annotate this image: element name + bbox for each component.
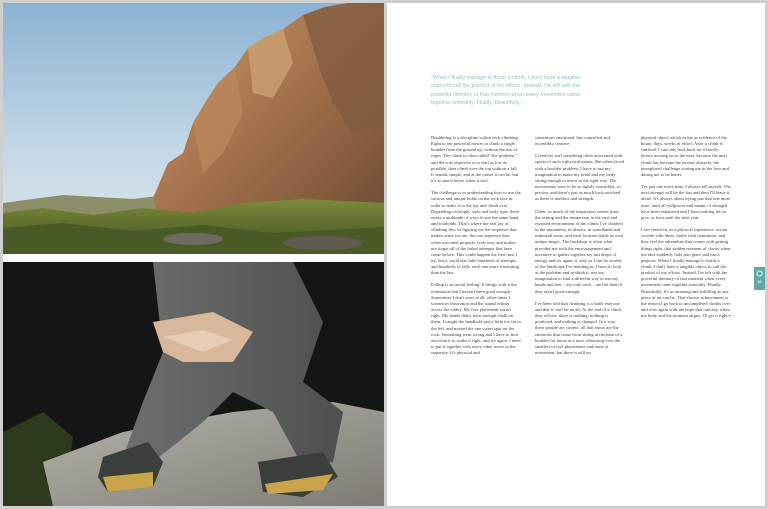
left-page: [3, 3, 384, 506]
paragraph: I've been told that climbing is a futile exercise and that it can't be an art. At the end of a climb, they tell me, there is nothing: nothing is produced, and nothing is changed. In a way, these people are correct; all that exists are the emotions that come from sitting at the base of a boulder for hours at a time, obsessing over the smallest of foot placements and turns of movement, but there is still no: [535, 300, 623, 355]
paragraph: The challenge is in understanding how to use the various and unique holds on the rock face in order to make it to the top and climb over. Depending on height, style and body type, there exists a multitude of ways to use the same hand and footholds. That's where the real joy of climbing lies: in figuring out the sequence that makes sense for me; the one sequence that, when executed properly, feels easy and makes me forget all of the failed attempts that have come before. This could happen the first time I try, but it could also take hundreds of attempts and hundreds of falls, each one more frustrating than the last.: [431, 190, 521, 276]
pull-quote: “When I finally manage to finish a climb, I don't have a tangible object to call the product of my efforts. Instead, I'm left with the powerful memory of that moment when every movement came together smoothly. Fluidly. Beautifully.”: [431, 75, 581, 106]
page-number-tab: [754, 267, 765, 290]
page-number: 89: [757, 280, 762, 284]
climber-photo: [3, 262, 384, 506]
text-column-2: [535, 135, 625, 362]
paragraph: Creativity isn't something often associated with sports of such a physical nature. But when faced with a boulder problem, I have to use my imagination to make my mind and my body strong enough to move in the right way. The movements have to be so tightly controlled, so precise, and there's just as much luck involved as there is intellect and strength.: [535, 153, 624, 202]
text-column-3: [641, 135, 731, 325]
paragraph: physical object which exists as evidence of the hours, days, weeks of effort. After a climb is finished, I can only look back on it briefly before moving on to the next, because the next climb has become the newest obstacle, the unexplored challenge staring me in the face and daring me to be better.: [641, 135, 729, 177]
right-page: [387, 3, 765, 506]
paragraph: Try just one more time, I always tell myself. The next attempt will be the last and then I'll leave it alone. It's always about trying just that one more time, until all willpower and means of strength have been exhausted and I have nothing left to give, at least until the next visit.: [641, 184, 731, 220]
circle-icon: [756, 270, 763, 277]
paragraph: I see creativity as a physical experience: action wrestle with ideas, battle with frustration, and they feel the adrenaline that comes with getting things right, that sudden moment of clarity when the idea suddenly falls into place and has a purpose. When I finally manage to finish a climb, I don't have a tangible object to call the product of my efforts. Instead, I'm left with the powerful memory of that moment when every movement came together smoothly. Fluidly. Beautifully. It's as amazing and fulfilling as any piece of art can be. That elusive achievement is the reason I go back to uncompleted climbs over and over again with the hope that one day, when my body and the moment aligns, I'll get it right.▪: [641, 227, 731, 319]
text-column-1: [431, 135, 521, 362]
paragraph: Falling is an awful feeling. It brings with it the realisation that I haven't been good enough. Sometimes I don't react at all, other times I scream in frustration and the sound echoes across the valley. My foot placement wasn't right. My hands didn't have enough chalk on them. I caught the handhold just a little too far to the left, and missed the one sweet spot on the rock. Something went wrong and I have to find out what it is, make it right, and try again. I need to put it together with every other move in the sequence. It's physical and: [431, 282, 521, 356]
rock-tower-photo: [3, 3, 384, 254]
paragraph: Bouldering is a discipline within rock climbing. Eight to ten powerful moves to climb a single boulder from the ground up, without the use of ropes. The climb is often called “the problem,” and the sole objective is to start as low as possible, then climb over the top without a fall. It sounds simple, and at the outset it can be, but it's so much better when it isn't.: [431, 135, 519, 184]
paragraph: sometimes emotional, but controlled and incredibly creative.: [535, 135, 610, 147]
paragraph: Often, so much of the inspiration comes from the setting and the immersion in the vast and exposed environment of the climb. I've climbed in the mountains, in deserts, in woodlands and industrial areas, and each location holds its own unique magic. The backdrop is often what provides me with the encouragement and incentive to gather together my last drops of energy and try again, if only so I can be worthy of the landscape I'm standing in. I have to look at the problem and re-think it, use my imagination to find a different way to use my hands and feet – my only tools – and let them if they aren't good enough.: [535, 208, 624, 294]
